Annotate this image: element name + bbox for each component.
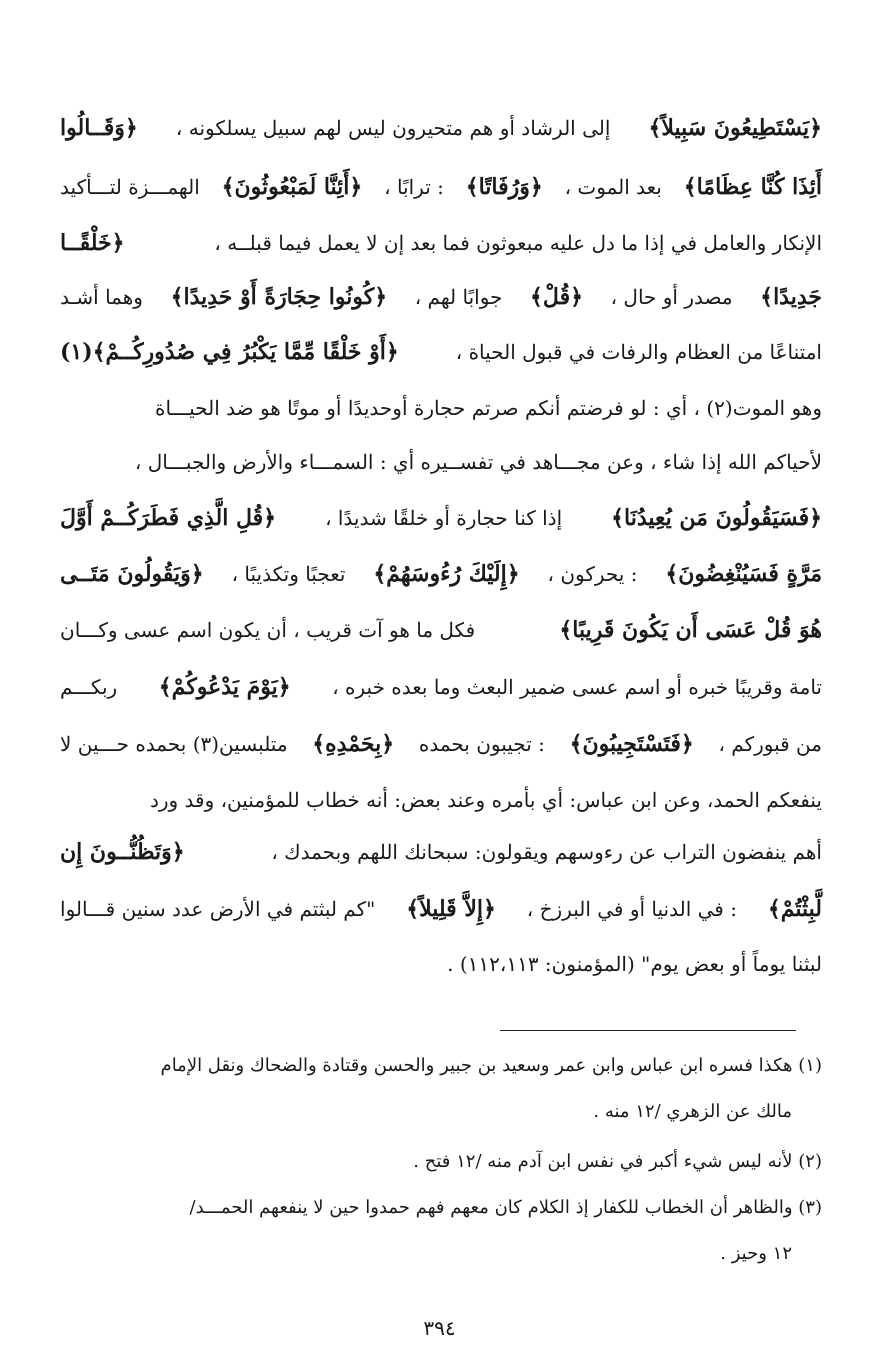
footnote-text: (١) هكذا فسره ابن عباس وابن عمر وسعيد بن جبير والحسن وقتادة والضحاك ونقل الإمام xyxy=(160,1055,822,1076)
quran-verse-text: ﴿وَيَقُولُونَ مَتَــى xyxy=(60,561,204,587)
commentary-text: وهما أشـد xyxy=(60,285,143,309)
quran-verse-text: ﴿أَئِنَّا لَمَبْعُوثُونَ﴾ xyxy=(221,174,363,200)
quran-verse-text: ﴿إِلَيْكَ رُءُوسَهُمْ﴾ xyxy=(373,561,520,587)
quran-verse-text: ﴿يَوْمَ يَدْعُوكُمْ﴾ xyxy=(158,674,291,700)
quran-verse-text: ﴿إِلاَّ قَلِيلاً﴾ xyxy=(406,896,496,922)
text-line xyxy=(60,665,822,709)
quran-verse-text: ﴿وَقَــالُوا xyxy=(60,115,138,141)
text-line xyxy=(60,386,822,430)
quran-verse-text: أَئِذَا كُنَّا عِظَامًا﴾ xyxy=(683,174,822,200)
commentary-text: تعجبًا وتكذيبًا ، xyxy=(231,562,346,586)
quran-verse-text: ﴿كُونُوا حِجَارَةً أَوْ حَدِيدًا﴾ xyxy=(170,284,388,310)
commentary-text: : تجيبون بحمده xyxy=(418,732,545,756)
commentary-text: جوابًا لهم ، xyxy=(414,285,503,309)
footnote-text: مالك عن الزهري /١٢ منه . xyxy=(593,1101,792,1122)
commentary-text: إذا كنا حجارة أو خلقًا شديدًا ، xyxy=(325,506,563,530)
footnote-line xyxy=(40,1188,822,1228)
commentary-text: لبثنا يوماً أو بعض يوم" (المؤمنون: ١١٢،١١٣) . xyxy=(447,952,822,976)
text-line xyxy=(60,830,822,874)
quran-verse-text: ﴿بِحَمْدِهِ﴾ xyxy=(312,731,395,757)
commentary-text: لأحياكم الله إذا شاء ، وعن مجـــاهد في تفســيره أي : السمـــاء والأرض والجبـــال ، xyxy=(134,450,822,474)
text-line xyxy=(60,722,822,766)
quran-verse-text: ﴿فَتَسْتَجِيبُونَ﴾ xyxy=(569,731,694,757)
text-line xyxy=(60,887,822,931)
quran-verse-text: ﴿يَسْتَطِيعُونَ سَبِيلاً﴾ xyxy=(648,115,822,141)
text-line xyxy=(60,608,822,652)
commentary-text: الهمـــزة لتـــأكيد xyxy=(60,175,200,199)
quran-verse-text: ﴿فَسَيَقُولُونَ مَن يُعِيدُنَا﴾ xyxy=(611,505,822,531)
commentary-text: مصدر أو حال ، xyxy=(610,285,733,309)
text-line xyxy=(60,496,822,540)
quran-verse-text: مَرَّةٍ فَسَيُنْغِضُونَ﴾ xyxy=(665,561,822,587)
text-line xyxy=(60,330,822,374)
text-line xyxy=(60,552,822,596)
footnote-line xyxy=(40,1234,792,1274)
quran-verse-text: هُوَ قُلْ عَسَى أَن يَكُونَ قَرِيبًا﴾ xyxy=(559,617,822,643)
commentary-text: ربكـــم xyxy=(60,675,118,699)
quran-verse-text: ﴿خَلْقًــا xyxy=(60,230,125,256)
commentary-text: : ترابًا ، xyxy=(384,175,444,199)
commentary-text: وهو الموت(٢) ، أي : لو فرضتم أنكم صرتم حجارة أوحديدًا أو موتًا هو ضد الحيـــاة xyxy=(155,396,822,420)
commentary-text: أهم ينفضون التراب عن رءوسهم ويقولون: سبحانك اللهم وبحمدك ، xyxy=(271,840,822,864)
text-line xyxy=(60,778,822,822)
quran-verse-text: ﴿وَتَظُنُّــونَ إِن xyxy=(60,839,185,865)
quran-verse-text: ﴿قُلِ الَّذِي فَطَرَكُــمْ أَوَّلَ xyxy=(60,505,277,531)
footnote-text: (٢) لأنه ليس شيء أكبر في نفس ابن آدم منه /١٢ فتح . xyxy=(413,1151,822,1172)
text-line xyxy=(60,942,822,986)
text-line xyxy=(60,275,822,319)
footnote-line xyxy=(40,1046,822,1086)
commentary-text: ينفعكم الحمد، وعن ابن عباس: أي بأمره وعند بعض: أنه خطاب للمؤمنين، وقد ورد xyxy=(149,788,822,812)
footnote-separator xyxy=(500,1030,796,1031)
commentary-text: "كم لبثتم في الأرض عدد سنين قـــالوا xyxy=(60,897,376,921)
quran-verse-text: ﴿أَوْ خَلْقًا مِّمَّا يَكْبُرُ فِي صُدُورِكُــمْ﴾(١) xyxy=(60,339,399,365)
commentary-text: تامة وقريبًا خبره أو اسم عسى ضمير البعث وما بعده خبره ، xyxy=(332,675,822,699)
quran-verse-text: ﴿قُلْ﴾ xyxy=(530,284,583,310)
footnote-line xyxy=(40,1092,792,1132)
text-line xyxy=(60,106,822,150)
text-line xyxy=(60,221,822,265)
commentary-text: الإنكار والعامل في إذا ما دل عليه مبعوثون فما بعد إن لا يعمل فيما قبلــه ، xyxy=(214,231,822,255)
text-line xyxy=(60,440,822,484)
quran-verse-text: جَدِيدًا﴾ xyxy=(760,284,822,310)
quran-verse-text: ﴿وَرُفَاتًا﴾ xyxy=(465,174,543,200)
commentary-text: إلى الرشاد أو هم متحيرون ليس لهم سبيل يسلكونه ، xyxy=(175,116,611,140)
commentary-text: متلبسين(٣) بحمده حـــين لا xyxy=(60,732,288,756)
commentary-text: : يحركون ، xyxy=(547,562,638,586)
footnote-text: (٣) والظاهر أن الخطاب للكفار إذ الكلام كان معهم فهم حمدوا حين لا ينفعهم الحمـــد/ xyxy=(189,1197,822,1218)
page-number: ٣٩٤ xyxy=(423,1316,456,1340)
quran-verse-text: لَّبِثْتُمْ﴾ xyxy=(767,896,822,922)
text-line xyxy=(60,165,822,209)
footnote-text: ١٢ وحيز . xyxy=(720,1243,792,1264)
commentary-text: من قبوركم ، xyxy=(718,732,822,756)
commentary-text: بعد الموت ، xyxy=(564,175,662,199)
commentary-text: امتناعًا من العظام والرفات في قبول الحياة ، xyxy=(455,340,822,364)
commentary-text: : في الدنيا أو في البرزخ ، xyxy=(526,897,737,921)
footnote-line xyxy=(40,1142,822,1182)
commentary-text: فكل ما هو آت قريب ، أن يكون اسم عسى وكـــان xyxy=(60,618,476,642)
